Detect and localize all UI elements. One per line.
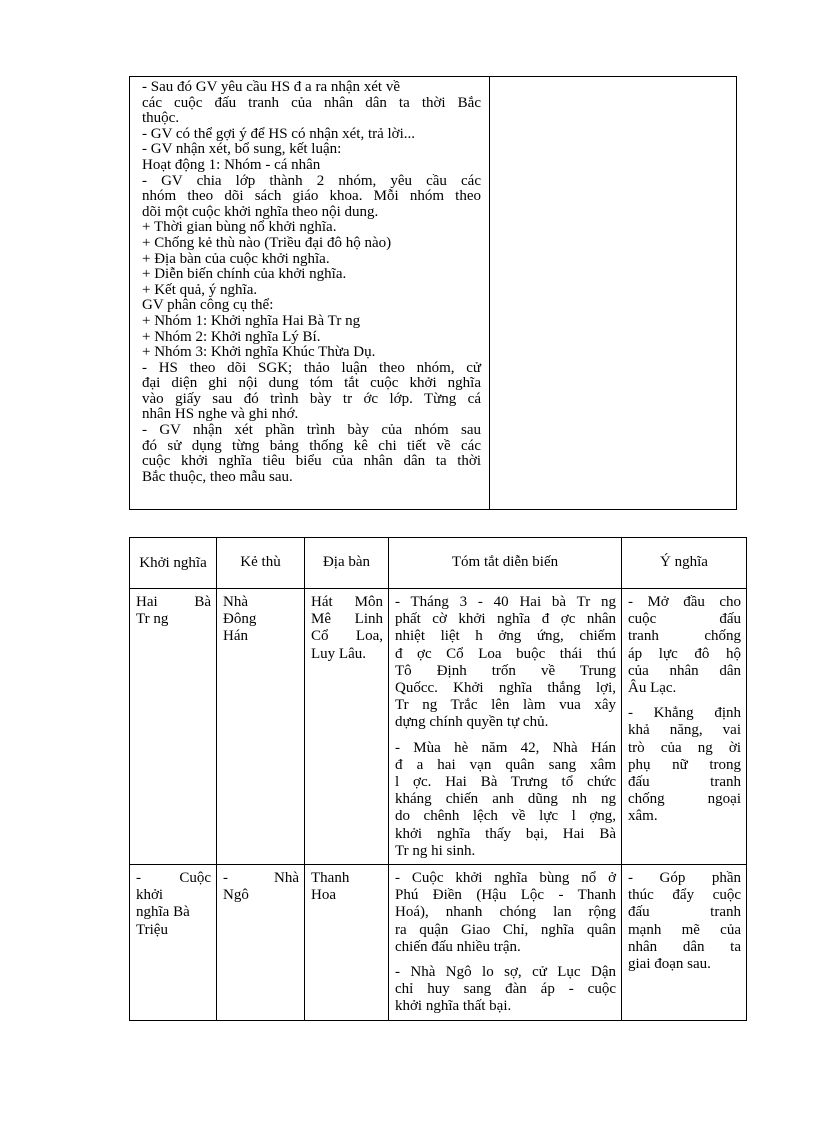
header-location: Địa bàn	[305, 538, 389, 589]
cell-line: Thanh	[311, 870, 350, 887]
header-significance: Ý nghĩa	[622, 538, 747, 589]
cell-line: nhân dân ta	[628, 938, 741, 955]
cell-line: nghĩa Bà	[136, 904, 190, 921]
cell-line: - Cuộc	[136, 870, 211, 887]
significance-cell	[622, 589, 747, 865]
enemy-cell	[217, 589, 305, 865]
enemy-cell	[217, 865, 305, 1021]
activity-note-line: + Kết quả, ý nghĩa.	[142, 281, 258, 298]
cell-paragraph	[628, 870, 741, 973]
cell-line: Quốcc. Khởi nghĩa thắng lợi,	[395, 680, 616, 697]
uprising-summary-table	[129, 537, 747, 1021]
events-cell	[389, 589, 622, 865]
cell-line: Luy Lâu.	[311, 645, 366, 662]
cell-line: khả năng, vai	[628, 722, 741, 739]
cell-line: phụ nữ trong	[628, 756, 741, 773]
header-row	[130, 538, 747, 589]
activity-note-line: các cuộc đấu tranh của nhân dân ta thời Bắc	[142, 94, 481, 111]
cell-paragraph	[395, 740, 616, 860]
activity-note-line: vào giấy sau đó trình bày tr ớc lớp. Từng cá	[142, 390, 481, 407]
activity-note-line: - GV nhận xét, bổ sung, kết luận:	[142, 141, 342, 158]
activity-note-line: dõi một cuộc khởi nghĩa theo nội dung.	[142, 203, 379, 220]
cell-line: chiến đấu nhiều trận.	[395, 938, 521, 955]
cell-line: đ ợc Cổ Loa buộc thái thú	[395, 645, 616, 662]
cell-line: Triệu	[136, 921, 168, 938]
activity-note-line: Hoạt động 1: Nhóm - cá nhân	[142, 156, 321, 173]
activity-note-line: + Nhóm 2: Khởi nghĩa Lý Bí.	[142, 328, 321, 345]
cell-line: Tr ng Trắc lên làm vua xây	[395, 697, 616, 714]
cell-line: Tr ng	[136, 611, 169, 628]
cell-line: trò của ng ời	[628, 739, 741, 756]
activity-note-line: - GV có thể gợi ý để HS có nhận xét, trả lời...	[142, 125, 416, 142]
location-cell	[305, 865, 389, 1021]
cell-line: - Nhà Ngô lo sợ, cử Lục Dận	[395, 964, 616, 981]
activity-note-line: đại diện ghi nội dung tóm tắt cuộc khởi nghĩa	[142, 375, 481, 392]
cell-line: đ a hai vạn quân sang xâm	[395, 756, 616, 773]
activity-note-line: + Nhóm 1: Khởi nghĩa Hai Bà Tr ng	[142, 312, 361, 329]
cell-line: ra quận Giao Chỉ, nghĩa quân	[395, 921, 616, 938]
cell-line: Tr ng hi sinh.	[395, 842, 476, 859]
cell-line: Nhà	[223, 594, 248, 610]
cell-line: l ợc. Hai Bà Trưng tổ chức	[395, 774, 616, 791]
cell-line: khởi	[136, 887, 164, 904]
cell-line: Hoá), nhanh chóng lan rộng	[395, 904, 616, 921]
events-cell	[389, 865, 622, 1021]
cell-line: Cổ Loa,	[311, 628, 383, 645]
activity-table	[129, 76, 737, 510]
activity-note-line: đó sử dụng từng bảng thống kê chi tiết về các	[142, 437, 481, 454]
cell-line: áp lực đô hộ	[628, 645, 741, 662]
cell-line: nhiệt liệt h ởng ứng, chiếm	[395, 628, 616, 645]
cell-line: - Nhà	[223, 870, 299, 887]
cell-line: cuộc đấu	[628, 611, 741, 628]
activity-note-line: - Sau đó GV yêu cầu HS đ a ra nhận xét về	[142, 79, 400, 95]
cell-line: chống ngoại	[628, 791, 741, 808]
cell-line: Ngô	[223, 887, 249, 904]
activity-note-line: - HS theo dõi SGK; thảo luận theo nhóm, cử	[142, 359, 481, 376]
activity-note-line: - GV chia lớp thành 2 nhóm, yêu cầu các	[142, 172, 481, 189]
cell-paragraph	[395, 964, 616, 1016]
activity-note-line: GV phân công cụ thể:	[142, 297, 274, 314]
cell-line: Tô Định trốn về Trung	[395, 662, 616, 679]
cell-line: - Cuộc khởi nghĩa bùng nổ ở	[395, 870, 616, 887]
activity-note-line: + Thời gian bùng nổ khởi nghĩa.	[142, 219, 337, 236]
activity-note-line: thuộc.	[142, 110, 180, 127]
cell-line: Hán	[223, 628, 248, 645]
cell-line: Đông	[223, 611, 257, 628]
cell-line: dựng chính quyền tự chủ.	[395, 714, 549, 731]
cell-paragraph	[395, 594, 616, 732]
activity-note-line: cuộc khởi nghĩa tiêu biểu của nhân dân ta thời	[142, 453, 481, 470]
cell-line: - Mùa hè năm 42, Nhà Hán	[395, 739, 616, 756]
header-enemy: Kẻ thù	[217, 538, 305, 589]
activity-notes-cell	[130, 77, 490, 509]
cell-line: - Góp phần	[628, 870, 741, 887]
cell-line: chỉ huy sang đàn áp - cuộc	[395, 981, 616, 998]
cell-line: kháng chiến anh dũng nh ng	[395, 791, 616, 808]
cell-line: đấu tranh	[628, 774, 741, 791]
header-uprising: Khởi nghĩa	[130, 538, 217, 589]
activity-note-line: + Nhóm 3: Khởi nghĩa Khúc Thừa Dụ.	[142, 344, 376, 361]
cell-paragraph	[395, 870, 616, 956]
cell-line: - Mở đầu cho	[628, 594, 741, 610]
cell-line: - Tháng 3 - 40 Hai bà Tr ng	[395, 594, 616, 610]
activity-note-line: + Diễn biến chính của khởi nghĩa.	[142, 266, 347, 283]
activity-note-line: Bắc thuộc, theo mẫu sau.	[142, 468, 293, 485]
cell-line: Hát Môn	[311, 594, 383, 610]
header-events: Tóm tắt diễn biến	[389, 538, 622, 589]
cell-line: phất cờ khởi nghĩa đ ợc nhân	[395, 611, 616, 628]
cell-line: Âu Lạc.	[628, 680, 677, 697]
location-cell	[305, 589, 389, 865]
activity-note-line: nhân HS nghe và ghi nhớ.	[142, 406, 299, 423]
cell-line: đấu tranh	[628, 904, 741, 921]
activity-note-line: - GV nhận xét phần trình bày của nhóm sau	[142, 422, 481, 439]
significance-cell	[622, 865, 747, 1021]
cell-line: thúc đẩy cuộc	[628, 887, 741, 904]
cell-line: tranh chống	[628, 628, 741, 645]
cell-line: giai đoạn sau.	[628, 956, 711, 973]
activity-note-line: + Địa bàn của cuộc khởi nghĩa.	[142, 250, 330, 267]
cell-paragraph	[628, 705, 741, 825]
table-row	[130, 589, 747, 865]
activity-note-line: + Chống kẻ thù nào (Triều đại đô hộ nào)	[142, 234, 392, 251]
cell-line: Hai Bà	[136, 594, 211, 610]
empty-notes-cell	[490, 77, 736, 509]
cell-line: Phú Điền (Hậu Lộc - Thanh	[395, 887, 616, 904]
cell-line: Hoa	[311, 887, 336, 904]
cell-line: - Khẳng định	[628, 705, 741, 722]
cell-line: mạnh mẽ của	[628, 921, 741, 938]
table-row	[130, 865, 747, 1021]
uprising-cell	[130, 865, 217, 1021]
cell-line: Mê Linh	[311, 611, 383, 628]
cell-line: của nhân dân	[628, 662, 741, 679]
cell-paragraph	[628, 594, 741, 697]
cell-line: khởi nghĩa thấy bại, Hai Bà	[395, 825, 616, 842]
cell-line: xâm.	[628, 808, 658, 825]
cell-line: do chênh lệch về lực l ợng,	[395, 808, 616, 825]
uprising-cell	[130, 589, 217, 865]
cell-line: khởi nghĩa thất bại.	[395, 998, 512, 1015]
activity-note-line: nhóm theo dõi sách giáo khoa. Mỗi nhóm theo	[142, 188, 481, 205]
